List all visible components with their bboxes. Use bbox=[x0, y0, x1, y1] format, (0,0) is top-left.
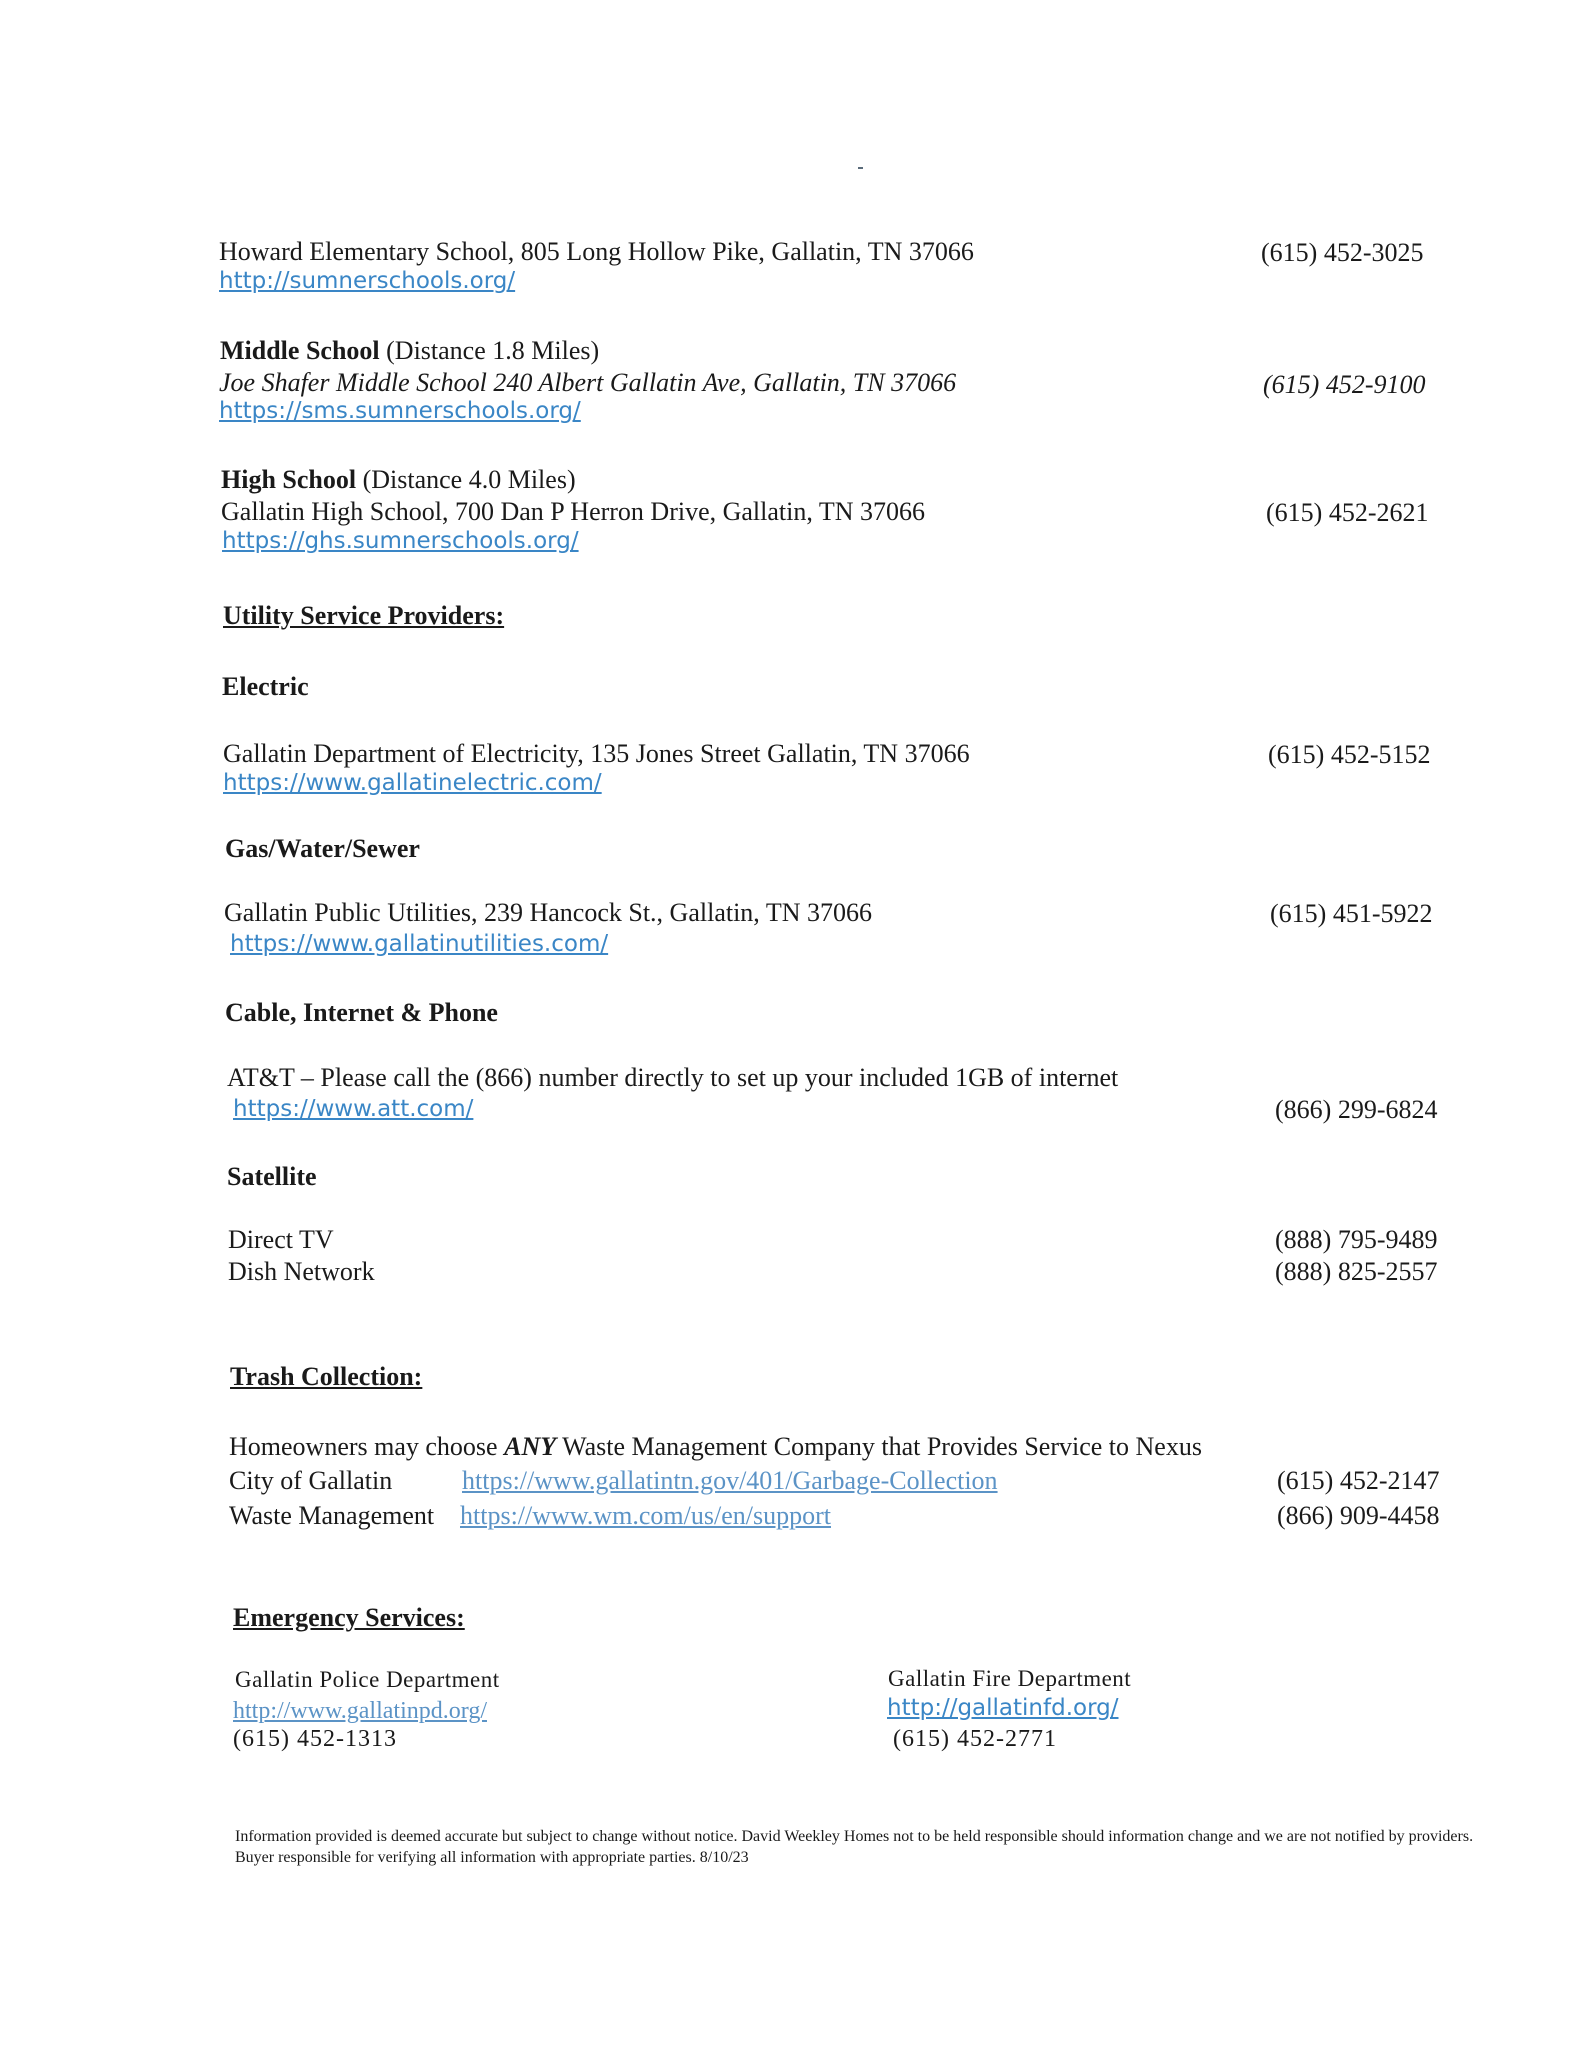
electric-phone: (615) 452-5152 bbox=[1268, 740, 1431, 769]
elementary-school-line: Howard Elementary School, 805 Long Hollow Pike, Gallatin, TN 37066 bbox=[219, 237, 974, 266]
gas-line: Gallatin Public Utilities, 239 Hancock St., Gallatin, TN 37066 bbox=[224, 898, 872, 927]
cable-link[interactable]: https://www.att.com/ bbox=[233, 1096, 474, 1122]
police-phone: (615) 452-1313 bbox=[233, 1726, 397, 1752]
high-school-label: High School bbox=[221, 465, 357, 494]
cable-line: AT&T – Please call the (866) number directly to set up your included 1GB of internet bbox=[227, 1063, 1119, 1092]
cable-phone: (866) 299-6824 bbox=[1275, 1095, 1438, 1124]
trash-city-phone: (615) 452-2147 bbox=[1277, 1466, 1440, 1495]
middle-school-phone: (615) 452-9100 bbox=[1263, 370, 1426, 399]
electric-line: Gallatin Department of Electricity, 135 Jones Street Gallatin, TN 37066 bbox=[223, 739, 970, 768]
fire-name: Gallatin Fire Department bbox=[888, 1666, 1132, 1691]
satellite-provider-dish: Dish Network bbox=[228, 1257, 375, 1286]
middle-school-heading bbox=[220, 335, 599, 367]
elementary-school-phone: (615) 452-3025 bbox=[1261, 238, 1424, 267]
gas-link[interactable]: https://www.gallatinutilities.com/ bbox=[230, 931, 609, 957]
satellite-provider-directv: Direct TV bbox=[228, 1225, 334, 1254]
high-school-link[interactable]: https://ghs.sumnerschools.org/ bbox=[222, 528, 579, 554]
cable-label: Cable, Internet & Phone bbox=[225, 998, 498, 1027]
trash-city-label: City of Gallatin bbox=[229, 1466, 393, 1495]
middle-school-label: Middle School bbox=[220, 336, 380, 365]
gas-label: Gas/Water/Sewer bbox=[225, 834, 420, 863]
gas-phone: (615) 451-5922 bbox=[1270, 899, 1433, 928]
satellite-label: Satellite bbox=[227, 1162, 317, 1191]
electric-label: Electric bbox=[222, 672, 309, 701]
police-name: Gallatin Police Department bbox=[235, 1667, 500, 1692]
disclaimer: Information provided is deemed accurate but subject to change without notice. David Weekley Homes not to be held responsible should information change and we are not notified by providers. Buyer responsible for verifying all information with appropriate parties. 8/10/23 bbox=[235, 1828, 1474, 1866]
satellite-phone-dish: (888) 825-2557 bbox=[1275, 1257, 1438, 1286]
high-school-line: Gallatin High School, 700 Dan P Herron Drive, Gallatin, TN 37066 bbox=[221, 497, 926, 526]
middle-school-line: Joe Shafer Middle School 240 Albert Gallatin Ave, Gallatin, TN 37066 bbox=[219, 368, 957, 397]
middle-school-distance: (Distance 1.8 Miles) bbox=[379, 336, 600, 365]
satellite-phone-directv: (888) 795-9489 bbox=[1275, 1225, 1438, 1254]
elementary-school-link[interactable]: http://sumnerschools.org/ bbox=[219, 268, 516, 294]
utility-heading: Utility Service Providers: bbox=[223, 601, 505, 630]
middle-school-link[interactable]: https://sms.sumnerschools.org/ bbox=[219, 398, 581, 424]
fire-link[interactable]: http://gallatinfd.org/ bbox=[887, 1695, 1119, 1721]
high-school-distance: (Distance 4.0 Miles) bbox=[356, 465, 576, 494]
police-link[interactable]: http://www.gallatinpd.org/ bbox=[233, 1698, 487, 1724]
trash-intro-post: Waste Management Company that Provides Service to Nexus bbox=[556, 1432, 1202, 1461]
trash-intro bbox=[229, 1431, 1202, 1463]
scan-mark bbox=[858, 167, 863, 169]
trash-intro-emphasis: ANY bbox=[504, 1432, 557, 1461]
trash-wm-label: Waste Management bbox=[229, 1501, 435, 1530]
trash-intro-pre: Homeowners may choose bbox=[229, 1432, 505, 1461]
emergency-heading: Emergency Services: bbox=[233, 1603, 465, 1632]
trash-city-link[interactable]: https://www.gallatintn.gov/401/Garbage-Collection bbox=[462, 1466, 998, 1495]
trash-wm-link[interactable]: https://www.wm.com/us/en/support bbox=[460, 1501, 831, 1530]
high-school-phone: (615) 452-2621 bbox=[1266, 498, 1429, 527]
high-school-heading bbox=[221, 464, 576, 496]
trash-heading: Trash Collection: bbox=[230, 1362, 423, 1391]
electric-link[interactable]: https://www.gallatinelectric.com/ bbox=[223, 770, 602, 796]
fire-phone: (615) 452-2771 bbox=[893, 1726, 1057, 1752]
trash-wm-phone: (866) 909-4458 bbox=[1277, 1501, 1440, 1530]
